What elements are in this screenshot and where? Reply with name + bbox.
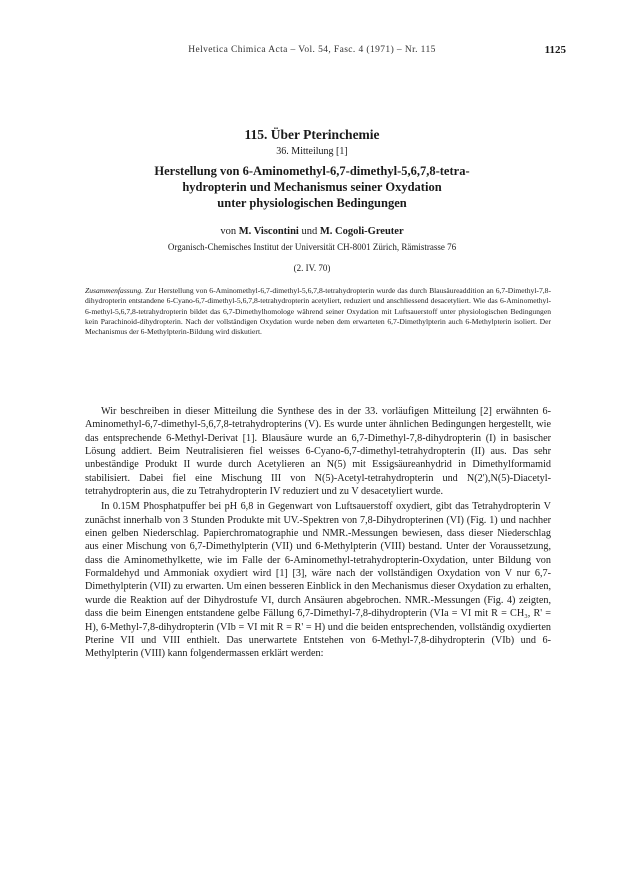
author-line xyxy=(0,226,624,237)
institution-address: Organisch-Chemisches Institut der Universität CH-8001 Zürich, Rämistrasse 76 xyxy=(167,242,457,252)
series-note: 36. Mitteilung [1] xyxy=(276,146,348,157)
subtitle-line: Herstellung von 6-Aminomethyl-6,7-dimethyl-5,6,7,8-tetra- xyxy=(154,164,470,178)
body-paragraph: In 0.15M Phosphatpuffer bei pH 6,8 in Gegenwart von Luftsauerstoff oxydiert, gibt das Tetrahydropterin V zunächst innerhalb von 3 Stunden Produkte mit UV.-Spektren von 7,8-Dihydropterinen (VI) (Fig. 1) und nachher einen gelben Niederschlag. Papierchromatographie und NMR.-Messungen bewiesen, dass dieser Niederschlag aus einer Mischung von 6,7-Dimethylpterin (VII) und 6-Methylpterin (VIII) bestand. Unter der Voraussetzung, dass die Aminomethylkette, wie im Falle der 6-Aminomethyl-tetrahydropterin-Oxydation, unter Bildung von Formaldehyd und Ammoniak oxydiert wird [1] [3], wäre nach der vollständigen Oxydation von V nur 6,7-Dimethylpterin (VII) zu erwarten. Um einen besseren Einblick in den Mechanismus dieser Oxydation zu erhalten, wurde die Reaktion auf der Dihydrostufe VI, durch Ansäuren abgebrochen. NMR.-Messungen (Fig. 4) zeigten, dass die beim Einengen entstandene gelbe Fällung 6,7-Dimethyl-7,8-dihydropterin (VIa = VI mit R = CH₃, R' = H), 6-Methyl-7,8-dihydropterin (VIb = VI mit R = R' = H) und die beiden entsprechenden, vollständig oxydierten Pterine VII und VIII enthielt. Das unerwartete Entstehen von 6-Methyl-7,8-dihydropterin (VIb) und 6-Methylpterin (VIII) kann folgendermassen erklärt werden: xyxy=(85,501,551,660)
body-paragraph: Wir beschreiben in dieser Mitteilung die Synthese des in der 33. vorläufigen Mitteilung [2] erwähnten 6-Aminomethyl-6,7-dimethyl-5,6,7,8-tetrahydropterins (V). Es wurde unter ähnlichen Bedingungen hergestellt, wie das entsprechende 6-Methyl-Derivat [1]. Blausäure wurde an 6,7-Dimethyl-7,8-dihydropterin (I) in basischer Lösung addiert. Beim Neutralisieren fiel weisses 6-Cyano-6,7-dimethyl-tetrahydropterin (II) aus. Das sehr unbeständige Produkt II wurde durch Acetylieren an N(5) mit Essigsäureanhydrid in Dimethylformamid stabilisiert. Dabei fiel eine Mischung III von N(5)-Acetyl-tetrahydropterin und N(2'),N(5)-Diacetyl-tetrahydropterin aus, die zu Tetrahydropterin IV reduziert und zu V desacetyliert wurde. xyxy=(85,406,551,498)
body-text xyxy=(85,405,551,661)
authors-conjunction: und xyxy=(301,226,318,237)
received-date: (2. IV. 70) xyxy=(293,263,331,273)
authors-prefix: von xyxy=(220,226,237,237)
journal-citation: Helvetica Chimica Acta – Vol. 54, Fasc. 4 (1971) – Nr. 115 xyxy=(188,45,436,55)
author-name: M. Viscontini xyxy=(238,226,299,237)
abstract-text: Zur Herstellung von 6-Aminomethyl-6,7-dimethyl-5,6,7,8-tetrahydropterin wurde das durch Blausäureaddition an 6,7-Dimethyl-7,8-dihydropterin entstandene 6-Cyano-6,7-dimethyl-5,6,7,8-tetrahydropterin acetyliert, reduziert und anschliessend desacetyliert. Wie das 6-Aminomethyl-6-methyl-5,6,7,8-tetrahydropterin bildet das 6,7-Dimethylhomologe während seiner Oxydation mit Luftsauerstoff unter physiologischen Bedingungen kein Parachinoid-dihydropterin. Nach der vollständigen Oxydation wurde neben dem erwarteten 6,7-Dimethylpterin auch 6-Methylpterin isoliert. Der Mechanismus der 6-Methylpterin-Bildung wird diskutiert. xyxy=(85,286,551,337)
article-title: 115. Über Pterinchemie xyxy=(244,127,380,142)
running-head xyxy=(60,45,564,59)
subtitle-line: unter physiologischen Bedingungen xyxy=(217,196,407,210)
page-number: 1125 xyxy=(544,44,566,56)
subtitle-line: hydropterin und Mechanismus seiner Oxydation xyxy=(182,180,442,194)
abstract xyxy=(85,286,551,337)
article-subtitle xyxy=(110,163,514,211)
abstract-lead: Zusammenfassung. xyxy=(85,286,144,295)
author-name: M. Cogoli-Greuter xyxy=(319,226,404,237)
